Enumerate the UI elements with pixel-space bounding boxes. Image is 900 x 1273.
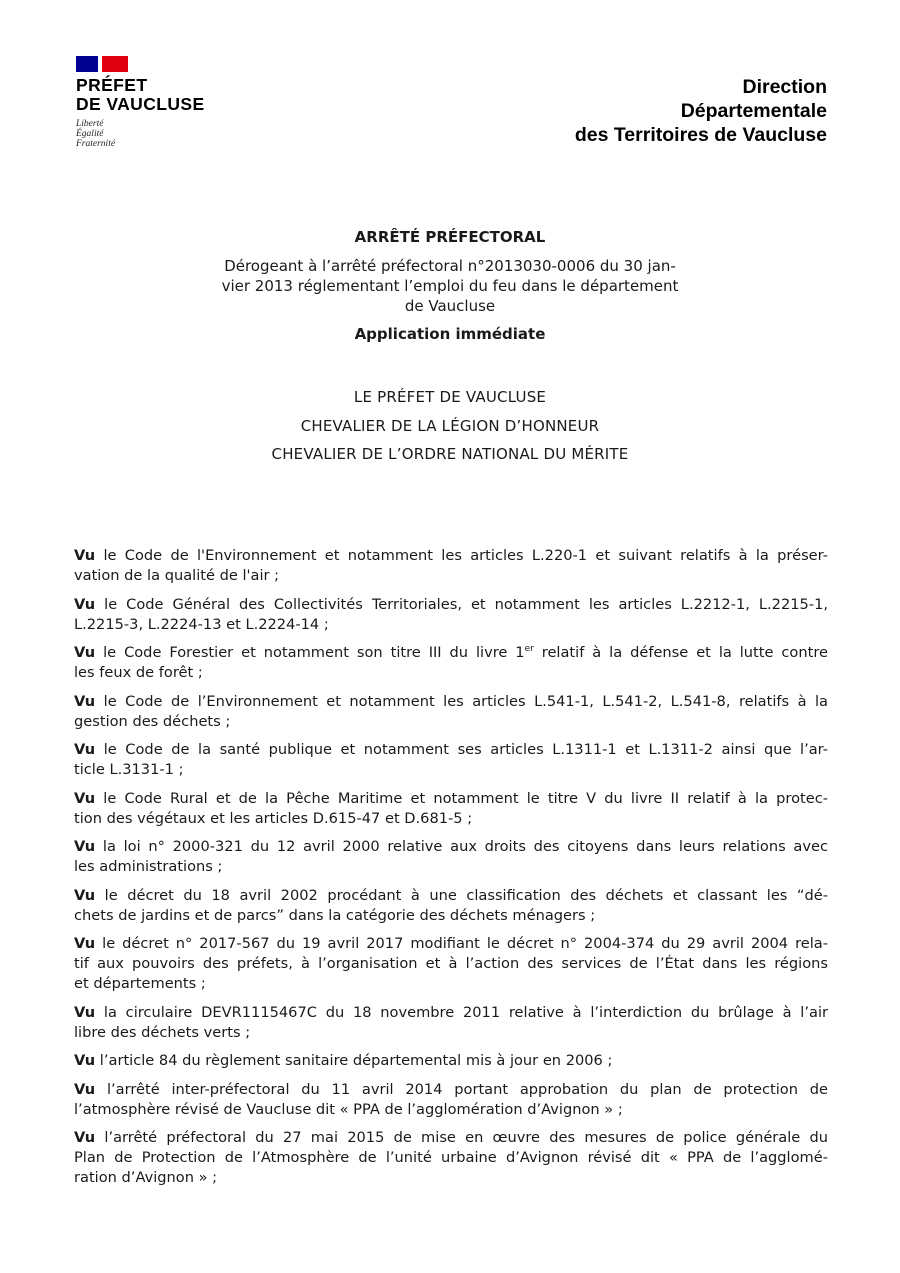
vu-label: Vu [74, 547, 96, 564]
visa-text: le décret n° 2017-567 du 19 avril 2017 modifiant le décret n° 2004-374 du 29 avril 2004 rela- [95, 935, 828, 952]
visa-text: Plan de Protection de l’Atmosphère de l’unité urbaine d’Avignon révisé dit « PPA de l’agglomé- [74, 1149, 828, 1166]
visa-text: le Code Général des Collectivités Territoriales, et notamment les articles L.2212-1, L.2215-1, [95, 595, 828, 613]
visa-item [74, 546, 828, 586]
visa-text: le Code de l’Environnement et notamment les articles L.541-1, L.541-2, L.541-8, relatifs à la [95, 692, 828, 710]
visa-text: chets de jardins et de parcs” dans la catégorie des déchets ménagers ; [74, 906, 596, 924]
org-name-line1: PRÉFET [76, 75, 148, 95]
vu-label: Vu [74, 644, 96, 661]
visa-item [74, 595, 828, 635]
vu-label: Vu [74, 838, 96, 855]
prefecture-logo [76, 56, 205, 149]
visa-text: l’atmosphère révisé de Vaucluse dit « PPA de l’agglomération d’Avignon » ; [74, 1100, 623, 1118]
visa-text: l’article 84 du règlement sanitaire départemental mis à jour en 2006 ; [95, 1052, 613, 1069]
visa-text: les feux de forêt ; [74, 664, 203, 681]
marianne-flag-icon [76, 56, 128, 72]
vu-label: Vu [74, 1003, 96, 1021]
visa-text: libre des déchets verts ; [74, 1023, 251, 1041]
visa-text: gestion des déchets ; [74, 712, 231, 730]
derogation-line: Dérogeant à l’arrêté préfectoral n°2013030-0006 du 30 jan- [224, 257, 676, 275]
visa-item [74, 886, 828, 926]
visa-item [74, 692, 828, 732]
direction-header [575, 75, 827, 147]
visas-list [74, 546, 828, 1197]
visa-item [74, 789, 828, 829]
direction-line-2: Départementale [680, 100, 827, 122]
prefect-title-line: LE PRÉFET DE VAUCLUSE [353, 388, 547, 406]
visa-text: ration d’Avignon » ; [74, 1169, 218, 1186]
visa-text: et départements ; [74, 975, 206, 992]
visa-item [74, 1080, 828, 1120]
visa-text: tion des végétaux et les articles D.615-47 et D.681-5 ; [74, 809, 473, 827]
application-notice: Application immédiate [354, 325, 546, 343]
devise-fraternite: Fraternité [76, 139, 116, 149]
derogation-subtitle [0, 256, 900, 316]
prefect-title-line: CHEVALIER DE L’ORDRE NATIONAL DU MÉRITE [271, 445, 629, 463]
visa-text: L.2215-3, L.2224-13 et L.2224-14 ; [74, 615, 329, 633]
visa-text: l’arrêté préfectoral du 27 mai 2015 de mise en œuvre des mesures de police générale du [95, 1129, 828, 1146]
visa-text: la circulaire DEVR1115467C du 18 novembre 2011 relative à l’interdiction du brûlage à l’air [95, 1003, 828, 1021]
visa-text: le Code de l'Environnement et notamment les articles L.220-1 et suivant relatifs à la préser- [95, 547, 828, 564]
visa-text: relatif à la défense et la lutte contre [533, 644, 828, 661]
visa-text: la loi n° 2000-321 du 12 avril 2000 relative aux droits des citoyens dans leurs relations avec [95, 838, 828, 855]
visa-item [74, 837, 828, 877]
devise [76, 119, 205, 149]
visa-text: le Code de la santé publique et notamment ses articles L.1311-1 et L.1311-2 ainsi que l’ar- [95, 741, 828, 758]
vu-label: Vu [74, 1080, 96, 1098]
prefect-title-line: CHEVALIER DE LA LÉGION D’HONNEUR [300, 416, 600, 435]
derogation-line: de Vaucluse [404, 297, 496, 315]
visa-item [74, 1003, 828, 1043]
visa-text: l’arrêté inter-préfectoral du 11 avril 2014 portant approbation du plan de protection de [95, 1080, 828, 1098]
visa-item [74, 1128, 828, 1188]
devise-liberte: Liberté [76, 119, 104, 129]
visa-text: le décret du 18 avril 2002 procédant à une classification des déchets et classant les “dé- [95, 886, 828, 904]
visa-item [74, 1051, 828, 1071]
visa-text: le Code Forestier et notamment son titre III du livre 1 [95, 644, 525, 661]
org-name-line2: DE VAUCLUSE [76, 94, 205, 114]
vu-label: Vu [74, 1129, 96, 1146]
document-title: ARRÊTÉ PRÉFECTORAL [354, 228, 546, 246]
superscript: er [524, 644, 534, 655]
vu-label: Vu [74, 741, 96, 758]
vu-label: Vu [74, 789, 96, 807]
vu-label: Vu [74, 692, 96, 710]
derogation-line: vier 2013 réglementant l’emploi du feu dans le département [221, 277, 679, 295]
visa-text: ticle L.3131-1 ; [74, 761, 184, 778]
visa-text: vation de la qualité de l'air ; [74, 567, 280, 584]
devise-egalite: Égalité [76, 129, 104, 139]
visa-item [74, 740, 828, 780]
vu-label: Vu [74, 1052, 96, 1069]
prefect-titles [0, 383, 900, 469]
visa-text: les administrations ; [74, 858, 223, 875]
vu-label: Vu [74, 886, 96, 904]
visa-item [74, 643, 828, 683]
visa-text: le Code Rural et de la Pêche Maritime et notamment le titre V du livre II relatif à la protec- [95, 789, 828, 807]
vu-label: Vu [74, 595, 96, 613]
visa-text: tif aux pouvoirs des préfets, à l’organisation et à l’action des services de l’État dans les régions [74, 955, 828, 972]
visa-item [74, 934, 828, 994]
vu-label: Vu [74, 935, 96, 952]
direction-line-3: des Territoires de Vaucluse [574, 124, 827, 146]
direction-line-1: Direction [742, 76, 827, 98]
